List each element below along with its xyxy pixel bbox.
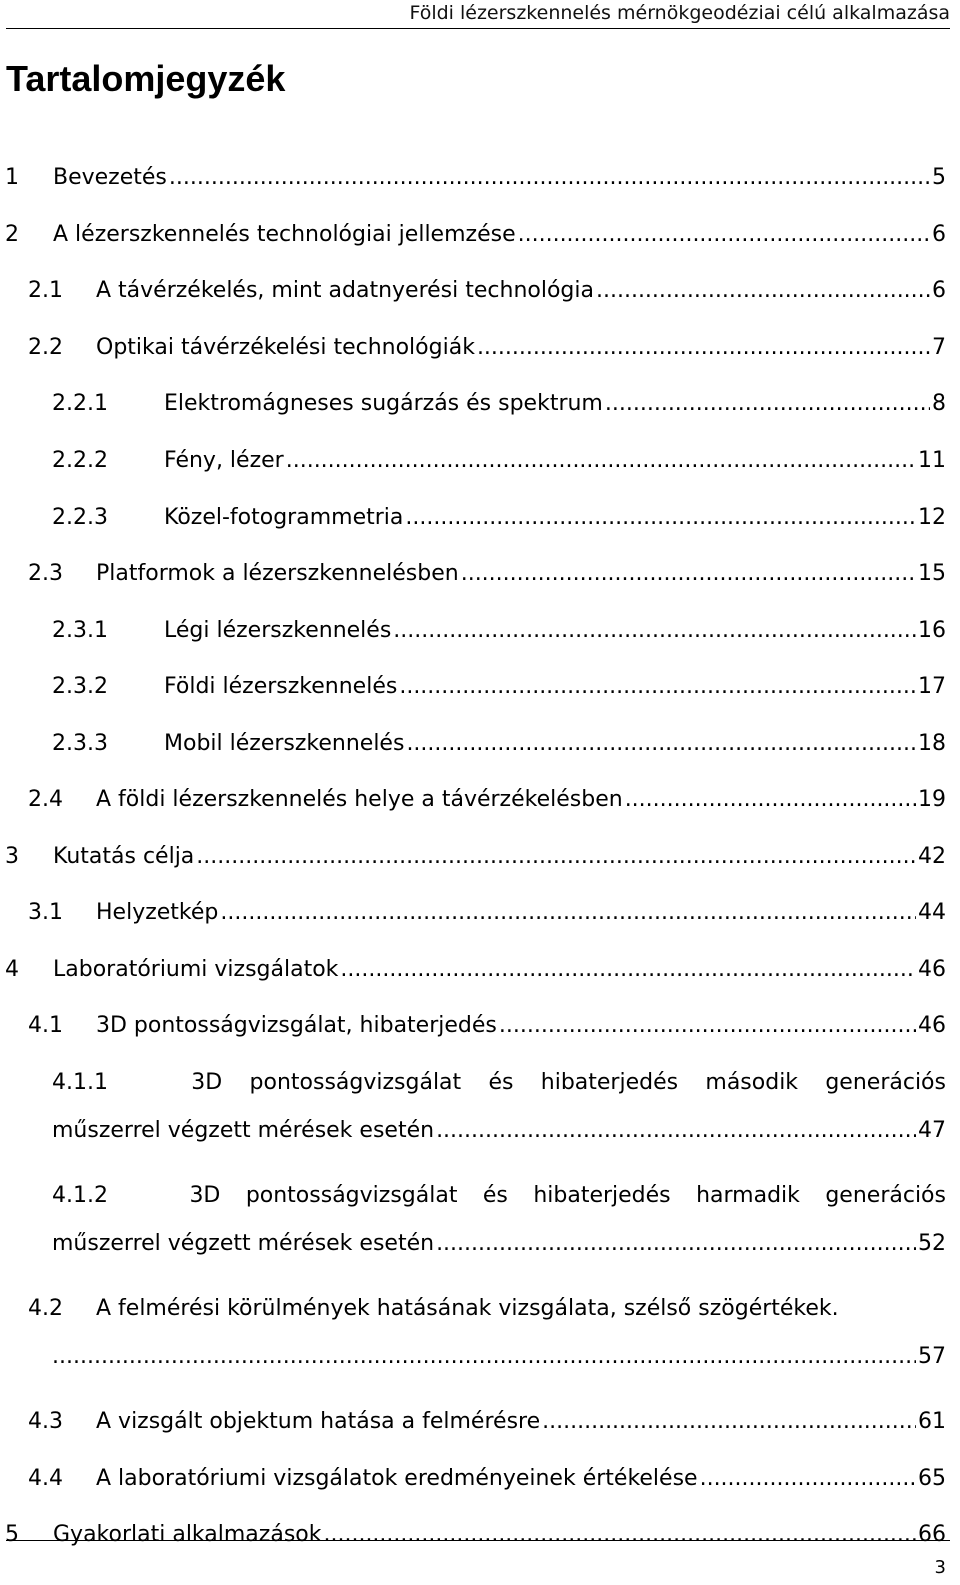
entry-number: 2.2.2 — [52, 448, 108, 473]
entry-page: 61 — [918, 1409, 946, 1434]
entry-page: 11 — [918, 448, 946, 473]
entry-page: 12 — [918, 505, 946, 530]
dot-leader — [596, 278, 930, 303]
entry-page: 65 — [918, 1466, 946, 1491]
page-number: 3 — [934, 1557, 946, 1578]
entry-page: 44 — [918, 900, 946, 925]
entry-title: A földi lézerszkennelés helye a távérzékelésben — [96, 787, 623, 812]
entry-title: Bevezetés — [53, 165, 167, 190]
entry-title-word: pontosságvizsgálat — [245, 1183, 458, 1208]
entry-title-word: hibaterjedés — [540, 1070, 679, 1095]
entry-title-word: hibaterjedés — [533, 1183, 671, 1208]
entry-title: Gyakorlati alkalmazások — [53, 1522, 322, 1547]
entry-number: 3 — [5, 844, 19, 869]
entry-page: 47 — [918, 1118, 946, 1143]
toc-entry-2[interactable] — [0, 222, 960, 262]
dot-leader — [196, 844, 916, 869]
entry-title: Kutatás célja — [53, 844, 195, 869]
toc-entry-4-1-1[interactable] — [0, 1070, 960, 1170]
toc-entry-1[interactable] — [0, 165, 960, 205]
toc-entry-4-4[interactable] — [0, 1466, 960, 1506]
entry-page: 46 — [918, 957, 946, 982]
dot-leader — [169, 165, 930, 190]
toc-entry-4[interactable] — [0, 957, 960, 997]
entry-page: 42 — [918, 844, 946, 869]
entry-number: 5 — [5, 1522, 19, 1547]
dot-leader — [399, 674, 916, 699]
toc-entry-2-3-3[interactable] — [0, 731, 960, 771]
toc-entry-5[interactable] — [0, 1522, 960, 1562]
entry-title-word: és — [482, 1183, 508, 1208]
entry-title: A laboratóriumi vizsgálatok eredményeinek értékelése — [96, 1466, 698, 1491]
dot-leader — [518, 222, 930, 247]
toc-entry-3-1[interactable] — [0, 900, 960, 940]
entry-number: 2.2.1 — [52, 391, 108, 416]
dot-leader — [405, 505, 916, 530]
entry-title: A lézerszkennelés technológiai jellemzése — [53, 222, 516, 247]
toc-entry-4-2[interactable] — [0, 1296, 960, 1396]
entry-number: 2.3.2 — [52, 674, 108, 699]
toc-entry-2-2-2[interactable] — [0, 448, 960, 488]
entry-number: 4.1 — [28, 1013, 63, 1038]
toc-entry-2-2[interactable] — [0, 335, 960, 375]
entry-number: 4.4 — [28, 1466, 63, 1491]
entry-page: 15 — [918, 561, 946, 586]
entry-number: 4.2 — [28, 1296, 63, 1321]
dot-leader — [499, 1013, 916, 1038]
entry-title: Közel-fotogrammetria — [164, 505, 404, 530]
toc-entry-2-3[interactable] — [0, 561, 960, 601]
entry-page: 8 — [932, 391, 946, 416]
entry-page: 66 — [918, 1522, 946, 1547]
dot-leader — [406, 731, 916, 756]
dot-leader — [461, 561, 916, 586]
dot-leader — [436, 1231, 916, 1256]
toc-entry-4-3[interactable] — [0, 1409, 960, 1449]
dot-leader — [477, 335, 930, 360]
entry-number: 2.3 — [28, 561, 63, 586]
entry-number: 2.3.1 — [52, 618, 108, 643]
entry-number: 2.1 — [28, 278, 63, 303]
entry-page: 7 — [932, 335, 946, 360]
entry-number: 2.2 — [28, 335, 63, 360]
toc-entry-2-2-3[interactable] — [0, 505, 960, 545]
entry-page: 6 — [932, 278, 946, 303]
entry-title: Fény, lézer — [164, 448, 284, 473]
entry-title-word: pontosságvizsgálat — [249, 1070, 462, 1095]
entry-title: Mobil lézerszkennelés — [164, 731, 405, 756]
entry-title-word: generációs — [825, 1070, 946, 1095]
running-header: Földi lézerszkennelés mérnökgeodéziai célú alkalmazása — [409, 2, 950, 24]
entry-number: 2.4 — [28, 787, 63, 812]
dot-leader — [52, 1344, 916, 1369]
entry-page: 18 — [918, 731, 946, 756]
toc-entry-2-1[interactable] — [0, 278, 960, 318]
toc-entry-2-2-1[interactable] — [0, 391, 960, 431]
toc-entry-2-4[interactable] — [0, 787, 960, 827]
entry-title: Légi lézerszkennelés — [164, 618, 392, 643]
dot-leader — [340, 957, 916, 982]
entry-title: 3D pontosságvizsgálat, hibaterjedés — [96, 1013, 497, 1038]
entry-page: 5 — [932, 165, 946, 190]
entry-title: Laboratóriumi vizsgálatok — [53, 957, 339, 982]
toc-entry-3[interactable] — [0, 844, 960, 884]
entry-page: 46 — [918, 1013, 946, 1038]
entry-title: Helyzetkép — [96, 900, 219, 925]
entry-title-word: harmadik — [696, 1183, 800, 1208]
entry-number: 4 — [5, 957, 19, 982]
entry-number: 2.3.3 — [52, 731, 108, 756]
toc-entry-2-3-2[interactable] — [0, 674, 960, 714]
entry-page: 57 — [918, 1344, 946, 1369]
entry-number: 3.1 — [28, 900, 63, 925]
dot-leader — [436, 1118, 916, 1143]
toc-entry-2-3-1[interactable] — [0, 618, 960, 658]
dot-leader — [286, 448, 916, 473]
entry-title-continued: műszerrel végzett mérések esetén — [52, 1231, 435, 1256]
entry-number: 4.1.2 — [52, 1183, 108, 1208]
entry-page: 6 — [932, 222, 946, 247]
entry-number: 2.2.3 — [52, 505, 108, 530]
dot-leader — [700, 1466, 916, 1491]
entry-title-word: 3D — [191, 1070, 223, 1095]
toc-entry-4-1[interactable] — [0, 1013, 960, 1053]
entry-title: Földi lézerszkennelés — [164, 674, 398, 699]
entry-title: A távérzékelés, mint adatnyerési technológia — [96, 278, 594, 303]
entry-page: 52 — [918, 1231, 946, 1256]
entry-page: 19 — [918, 787, 946, 812]
entry-title: A felmérési körülmények hatásának vizsgálata, szélső szögértékek. — [96, 1296, 839, 1321]
dot-leader — [605, 391, 930, 416]
entry-number: 4.1.1 — [52, 1070, 108, 1095]
dot-leader — [542, 1409, 916, 1434]
entry-page: 16 — [918, 618, 946, 643]
entry-title: Optikai távérzékelési technológiák — [96, 335, 475, 360]
entry-title-word: 3D — [189, 1183, 221, 1208]
toc-title: Tartalomjegyzék — [6, 58, 286, 99]
dot-leader — [220, 900, 916, 925]
entry-title-word: második — [705, 1070, 799, 1095]
entry-title: Elektromágneses sugárzás és spektrum — [164, 391, 603, 416]
dot-leader — [625, 787, 916, 812]
entry-title: A vizsgált objektum hatása a felmérésre — [96, 1409, 541, 1434]
entry-title-word: és — [488, 1070, 514, 1095]
footer-rule — [6, 1540, 950, 1541]
dot-leader — [393, 618, 916, 643]
entry-title-word: generációs — [825, 1183, 946, 1208]
toc-entry-4-1-2[interactable] — [0, 1183, 960, 1283]
entry-title: Platformok a lézerszkennelésben — [96, 561, 459, 586]
entry-number: 4.3 — [28, 1409, 63, 1434]
entry-number: 1 — [5, 165, 19, 190]
entry-number: 2 — [5, 222, 19, 247]
entry-page: 17 — [918, 674, 946, 699]
entry-title-continued: műszerrel végzett mérések esetén — [52, 1118, 435, 1143]
dot-leader — [323, 1522, 916, 1547]
